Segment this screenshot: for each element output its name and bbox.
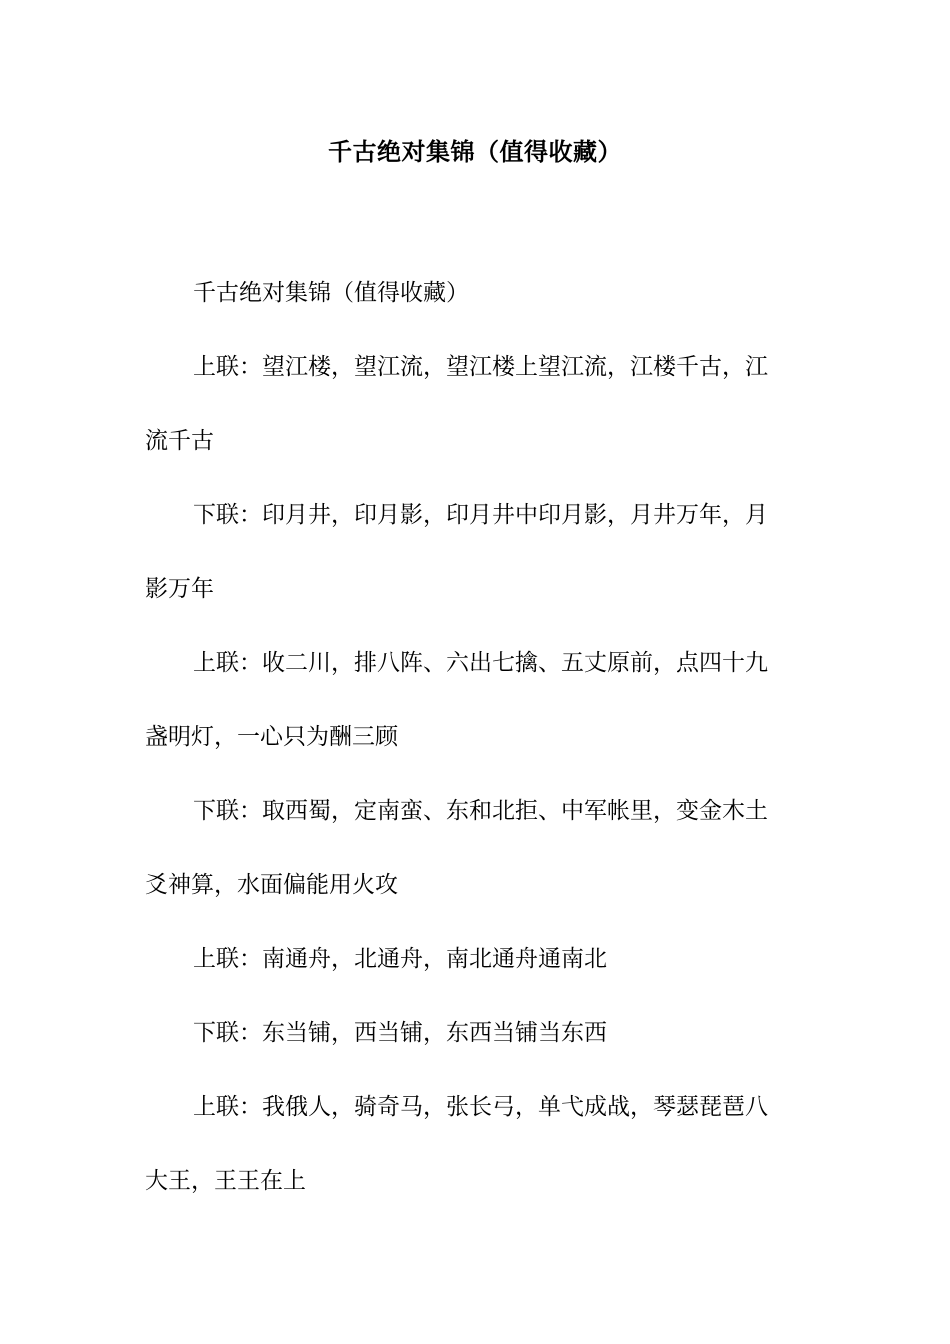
paragraph-5 [145, 774, 805, 922]
document-body [145, 256, 805, 1218]
paragraph-1 [145, 256, 805, 330]
paragraph-2 [145, 330, 805, 478]
paragraph-line: 上联：望江楼，望江流，望江楼上望江流，江楼千古，江 [193, 354, 768, 380]
paragraph-7 [145, 996, 805, 1070]
paragraph-line: 下联：东当铺，西当铺，东西当铺当东西 [193, 1020, 607, 1046]
paragraph-line: 千古绝对集锦（值得收藏） [193, 280, 469, 306]
paragraph-4 [145, 626, 805, 774]
paragraph-line: 下联：取西蜀，定南蛮、东和北拒、中军帐里，变金木土 [193, 798, 768, 824]
paragraph-line: 爻神算，水面偏能用火攻 [145, 872, 398, 898]
paragraph-line: 上联：收二川，排八阵、六出七擒、五丈原前，点四十九 [193, 650, 768, 676]
paragraph-3 [145, 478, 805, 626]
paragraph-line: 上联：南通舟，北通舟，南北通舟通南北 [193, 946, 607, 972]
paragraph-8 [145, 1070, 805, 1218]
paragraph-line: 上联：我俄人，骑奇马，张长弓，单弋成战，琴瑟琵琶八 [193, 1094, 768, 1120]
paragraph-line: 大王，王王在上 [145, 1168, 306, 1194]
paragraph-6 [145, 922, 805, 996]
paragraph-line: 影万年 [145, 576, 214, 602]
paragraph-line: 盏明灯，一心只为酬三顾 [145, 724, 398, 750]
page-title: 千古绝对集锦（值得收藏） [328, 137, 622, 166]
paragraph-line: 流千古 [145, 428, 214, 454]
paragraph-line: 下联：印月井，印月影，印月井中印月影，月井万年，月 [193, 502, 768, 528]
